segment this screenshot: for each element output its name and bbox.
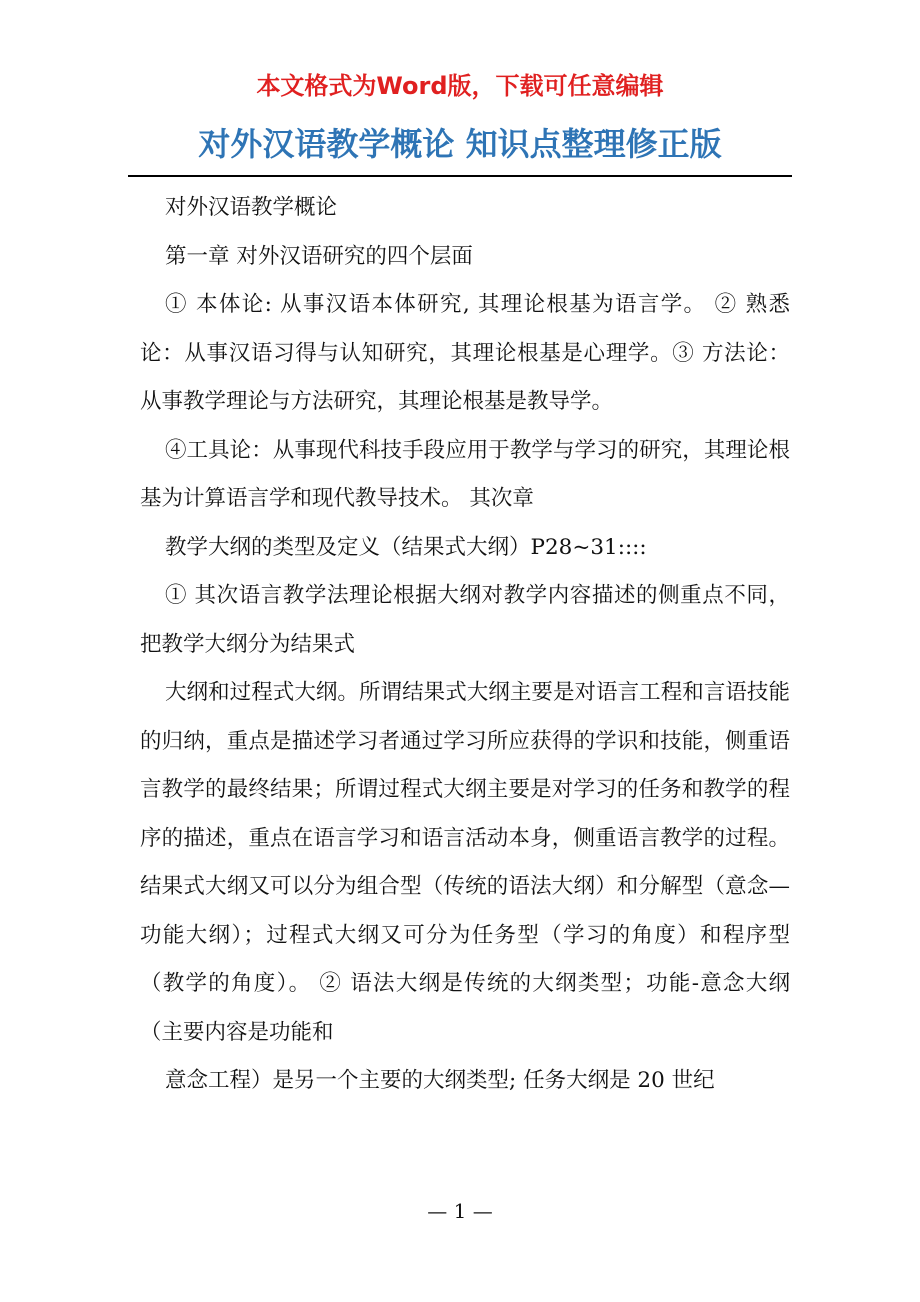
title-divider — [128, 175, 792, 177]
format-notice: 本文格式为Word版，下载可任意编辑 — [256, 72, 664, 100]
page-number: — 1 — — [427, 1199, 493, 1223]
paragraph-task-syllabus: 意念工程）是另一个主要的大纲类型; 任务大纲是 20 世纪 — [165, 1068, 715, 1093]
paragraph-syllabus-detail: 大纲和过程式大纲。所谓结果式大纲主要是对语言工程和言语技能的归纳，重点是描述学习者通过学习所应获得的学识和技能，侧重语言教学的最终结果；所谓过程式大纲主要是对学习的任务和教学的程序的描述，重点在语言学习和语言活动本身，侧重语言教学的过程。结果式大纲又可以分为组合型（传统的语法大纲）和分解型（意念—功能大纲）；过程式大纲又可分为任务型（学习的角度）和程序型（教学的角度）。 ② 语法大纲是传统的大纲类型；功能-意念大纲（主要内容是功能和 — [140, 680, 790, 1045]
paragraph-syllabus-intro: ① 其次语言教学法理论根据大纲对教学内容描述的侧重点不同，把教学大纲分为结果式 — [140, 583, 790, 657]
document-title: 对外汉语教学概论 知识点整理修正版 — [198, 125, 722, 163]
paragraph-heading: 对外汉语教学概论 — [165, 195, 338, 220]
paragraph-syllabus-types: 教学大纲的类型及定义（结果式大纲）P28~31:::: — [165, 534, 647, 560]
paragraph-tool-theory: ④工具论：从事现代科技手段应用于教学与学习的研究，其理论根基为计算语言学和现代教导技术。 其次章 — [140, 437, 790, 511]
document-body — [140, 184, 790, 1106]
paragraph-four-levels: ① 本体论: 从事汉语本体研究, 其理论根基为语言学。 ② 熟悉论：从事汉语习得与认知研究，其理论根基是心理学。③ 方法论：从事教学理论与方法研究，其理论根基是教导学。 — [140, 292, 790, 414]
paragraph-chapter-one: 第一章 对外汉语研究的四个层面 — [165, 243, 473, 269]
